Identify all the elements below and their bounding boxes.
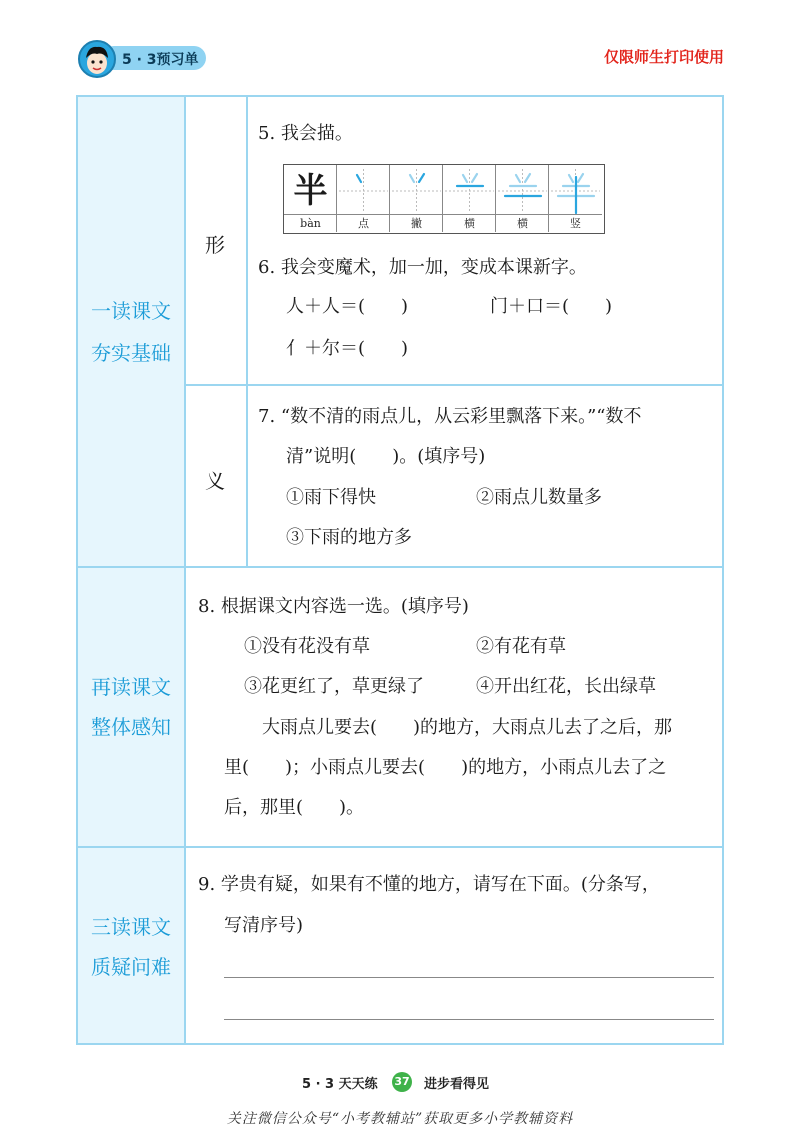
stroke-label-4: 横 — [496, 214, 549, 233]
mascot-avatar — [78, 40, 116, 78]
q5-text: 5. 我会描。 — [258, 123, 353, 144]
q7-line1: 7. “数不清的雨点儿，从云彩里飘落下来。”“数不 — [258, 406, 642, 427]
trace-cell-3[interactable] — [443, 165, 496, 232]
q8-option4: ④开出红花，长出绿草 — [476, 676, 656, 697]
section3-title-line1: 三读课文 — [91, 915, 171, 939]
trace-cell-4[interactable] — [496, 165, 549, 232]
q9-line2: 写清序号) — [224, 915, 304, 936]
stroke-trace-4 — [496, 167, 549, 215]
q8-para-line2[interactable]: 里( )；小雨点儿要去( )的地方，小雨点儿去了之 — [224, 757, 667, 778]
watermark-note: 关注微信公众号“小考教辅站”获取更多小学教辅资料 — [226, 1111, 574, 1127]
print-note: 仅限师生打印使用 — [603, 48, 724, 66]
q8-option1: ①没有花没有草 — [244, 636, 370, 657]
q6-eq1[interactable]: 人＋人＝( ) — [286, 296, 409, 317]
sub-label-shape: 形 — [205, 233, 225, 257]
page-footer — [0, 1073, 800, 1095]
trace-cell-5[interactable] — [549, 165, 602, 232]
pinyin-label: bàn — [284, 214, 337, 233]
sub-label-meaning: 义 — [205, 469, 225, 493]
stroke-trace-3 — [443, 167, 496, 215]
main-char: 半 — [293, 171, 328, 211]
page-number: 37 — [392, 1072, 412, 1092]
badge-pill — [102, 46, 206, 70]
trace-cell-2[interactable] — [390, 165, 443, 232]
header-badge — [78, 42, 206, 72]
trace-cell-main — [284, 165, 337, 232]
footer-brand: 5 · 3 天天练 — [302, 1077, 378, 1092]
q7-option1: ①雨下得快 — [286, 487, 376, 508]
trace-cell-1[interactable] — [337, 165, 390, 232]
stroke-label-3: 横 — [443, 214, 496, 233]
worksheet-table — [76, 95, 724, 1045]
main-char-box — [284, 167, 337, 215]
answer-line-2[interactable] — [224, 1019, 714, 1020]
tracing-grid — [283, 164, 605, 234]
q8-para-line1[interactable]: 大雨点儿要去( )的地方，大雨点儿去了之后，那 — [262, 717, 673, 738]
q6-eq2[interactable]: 门＋口＝( ) — [490, 296, 613, 317]
q8-option3: ③花更红了，草更绿了 — [244, 676, 424, 697]
stroke-label-2: 撇 — [390, 214, 443, 233]
section3-title-line2: 质疑问难 — [91, 955, 171, 979]
section2-title-line1: 再读课文 — [91, 675, 171, 699]
q7-option3: ③下雨的地方多 — [286, 527, 412, 548]
footer-slogan: 进步看得见 — [424, 1077, 490, 1092]
answer-line-1[interactable] — [224, 977, 714, 978]
section1-title-line1: 一读课文 — [91, 299, 171, 323]
badge-text: 5 · 3预习单 — [122, 52, 199, 68]
q9-line1: 9. 学贵有疑，如果有不懂的地方，请写在下面。(分条写， — [198, 874, 660, 895]
q8-para-line3[interactable]: 后，那里( )。 — [224, 797, 365, 818]
stroke-label-5: 竖 — [549, 214, 602, 233]
q7-option2: ②雨点儿数量多 — [476, 487, 602, 508]
stroke-trace-5 — [549, 167, 602, 215]
stroke-label-1: 点 — [337, 214, 390, 233]
stroke-trace-2 — [390, 167, 443, 215]
section2-title-line2: 整体感知 — [91, 715, 171, 739]
q6-eq3[interactable]: 亻＋尔＝( ) — [286, 338, 409, 359]
q8-text: 8. 根据课文内容选一选。(填序号) — [198, 596, 469, 617]
section1-title-line2: 夯实基础 — [91, 341, 171, 365]
q8-option2: ②有花有草 — [476, 636, 566, 657]
stroke-trace-1 — [337, 167, 390, 215]
q7-line2[interactable]: 清”说明( )。(填序号) — [286, 446, 486, 467]
section-title-column — [78, 97, 184, 1043]
q6-text: 6. 我会变魔术，加一加，变成本课新字。 — [258, 257, 587, 278]
